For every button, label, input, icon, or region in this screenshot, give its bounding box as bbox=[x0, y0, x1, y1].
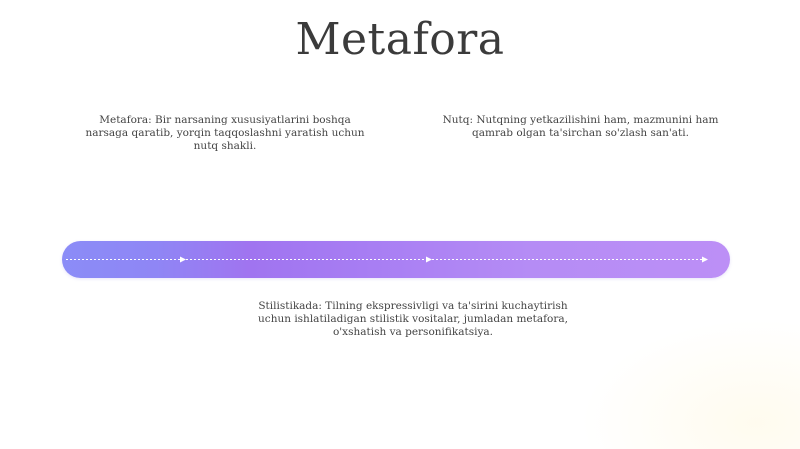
timeline-arrows bbox=[62, 241, 730, 278]
timeline-item-1-text: Metafora: Bir narsaning xususiyatlarini boshqa narsaga qaratib, yorqin taqqoslashni yaratish uchun nutq shakli. bbox=[85, 114, 365, 152]
background-glow bbox=[580, 319, 800, 449]
timeline-item-2-text: Nutq: Nutqning yetkazilishini ham, mazmunini ham qamrab olgan ta'sirchan so'zlash san'ati. bbox=[442, 114, 719, 139]
timeline-bar bbox=[62, 241, 730, 278]
timeline-arrowhead-1 bbox=[180, 257, 186, 263]
slide-title: Metafora bbox=[295, 14, 505, 65]
timeline-arrowhead-3 bbox=[702, 257, 708, 263]
timeline-item-3-text: Stilistikada: Tilning ekspressivligi va ta'sirini kuchaytirish uchun ishlatiladigan stilistik vositalar, jumladan metafora, o'xshatish va personifikatsiya. bbox=[258, 300, 568, 338]
timeline-arrowhead-2 bbox=[426, 257, 432, 263]
